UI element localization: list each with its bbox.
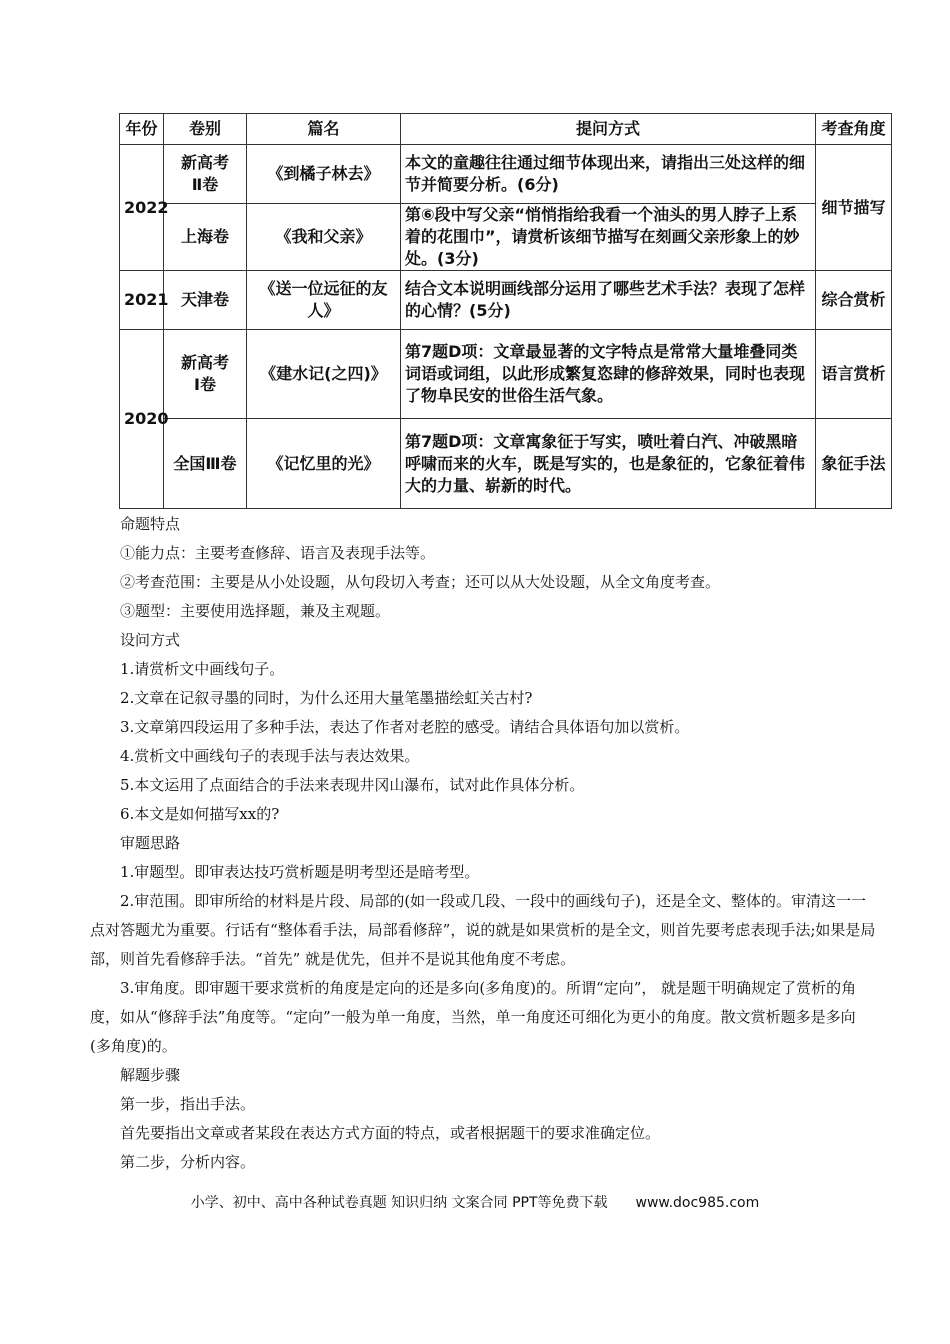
header-question: 提问方式 (401, 114, 816, 145)
paragraph: 4.赏析文中画线句子的表现手法与表达效果。 (120, 747, 420, 765)
title-cell: 《记忆里的光》 (247, 419, 401, 509)
body-text (90, 510, 876, 1177)
header-paper: 卷别 (164, 114, 247, 145)
year-cell: 2022 (120, 145, 164, 271)
angle-cell: 象征手法 (816, 419, 892, 509)
paper-cell: 上海卷 (164, 204, 247, 271)
table-row (120, 419, 892, 509)
paragraph: 5.本文运用了点面结合的手法来表现井冈山瀑布，试对此作具体分析。 (120, 776, 585, 794)
paragraph: 3.审角度。即审题干要求赏析的角度是定向的还是多向(多角度)的。所谓“定向”， 就是题干明确规定了赏析的角度，如从“修辞手法”角度等。“定向”一般为单一角度，当然，单一角度还可细化为更小的角度。散文赏析题多是多向(多角度)的。 (90, 979, 857, 1055)
header-angle: 考查角度 (816, 114, 892, 145)
question-cell: 第7题D项：文章寓象征于写实，喷吐着白汽、冲破黑暗呼啸而来的火车，既是写实的，也是象征的，它象征着伟大的力量、崭新的时代。 (401, 419, 816, 509)
paragraph: ③题型：主要使用选择题，兼及主观题。 (120, 602, 391, 620)
header-title: 篇名 (247, 114, 401, 145)
paragraph: 2.文章在记叙寻墨的同时，为什么还用大量笔墨描绘虹关古村? (120, 689, 533, 707)
angle-cell: 细节描写 (816, 145, 892, 271)
table-row (120, 271, 892, 330)
question-cell: 第⑥段中写父亲“悄悄指给我看一个油头的男人脖子上系着的花围巾”，请赏析该细节描写在刻画父亲形象上的妙处。(3分) (401, 204, 816, 271)
paragraph: ②考查范围：主要是从小处设题，从句段切入考查；还可以从大处设题，从全文角度考查。 (120, 573, 721, 591)
page-footer (0, 1192, 950, 1212)
paragraph: 3.文章第四段运用了多种手法，表达了作者对老腔的感受。请结合具体语句加以赏析。 (120, 718, 690, 736)
paper-cell: 全国Ⅲ卷 (164, 419, 247, 509)
paper-cell: 天津卷 (164, 271, 247, 330)
footer-text: 小学、初中、高中各种试卷真题 知识归纳 文案合同 PPT等免费下载 (190, 1195, 608, 1211)
footer-link[interactable]: www.doc985.com (635, 1195, 760, 1211)
paragraph: 首先要指出文章或者某段在表达方式方面的特点，或者根据题干的要求准确定位。 (120, 1124, 661, 1142)
section-heading: 命题特点 (120, 515, 181, 533)
title-cell: 《我和父亲》 (247, 204, 401, 271)
paper-cell: 新高考 Ⅱ卷 (164, 145, 247, 204)
angle-cell: 综合赏析 (816, 271, 892, 330)
paper-cell: 新高考 Ⅰ卷 (164, 330, 247, 419)
table-row (120, 145, 892, 204)
year-cell: 2021 (120, 271, 164, 330)
paragraph: 1.请赏析文中画线句子。 (120, 660, 285, 678)
title-cell: 《建水记(之四)》 (247, 330, 401, 419)
section-heading: 审题思路 (120, 834, 181, 852)
paragraph: 1.审题型。即审表达技巧赏析题是明考型还是暗考型。 (120, 863, 480, 881)
section-heading: 解题步骤 (120, 1066, 181, 1084)
table-row (120, 204, 892, 271)
paragraph: 第二步，分析内容。 (120, 1153, 256, 1171)
paragraph: 2.审范围。即审所给的材料是片段、局部的(如一段或几段、一段中的画线句子)，还是全文、整体的。审清这一一点对答题尤为重要。行话有“整体看手法，局部看修辞”，说的就是如果赏析的是全文，则首先要考虑表现手法;如果是局部，则首先看修辞手法。“首先” 就是优先，但并不是说其他角度不考虑。 (90, 892, 876, 968)
title-cell: 《送一位远征的友人》 (247, 271, 401, 330)
paragraph: 6.本文是如何描写xx的? (120, 805, 280, 823)
table-row (120, 330, 892, 419)
paragraph: 第一步，指出手法。 (120, 1095, 256, 1113)
paragraph: ①能力点：主要考查修辞、语言及表现手法等。 (120, 544, 436, 562)
title-cell: 《到橘子林去》 (247, 145, 401, 204)
header-year: 年份 (120, 114, 164, 145)
table-header-row (120, 114, 892, 145)
question-cell: 本文的童趣往往通过细节体现出来，请指出三处这样的细节并简要分析。(6分) (401, 145, 816, 204)
question-cell: 第7题D项：文章最显著的文字特点是常常大量堆叠同类词语或词组，以此形成繁复恣肆的修辞效果，同时也表现了物阜民安的世俗生活气象。 (401, 330, 816, 419)
question-cell: 结合文本说明画线部分运用了哪些艺术手法？表现了怎样的心情？(5分) (401, 271, 816, 330)
section-heading: 设问方式 (120, 631, 181, 649)
year-cell: 2020 (120, 330, 164, 509)
angle-cell: 语言赏析 (816, 330, 892, 419)
exam-question-table (119, 113, 892, 509)
